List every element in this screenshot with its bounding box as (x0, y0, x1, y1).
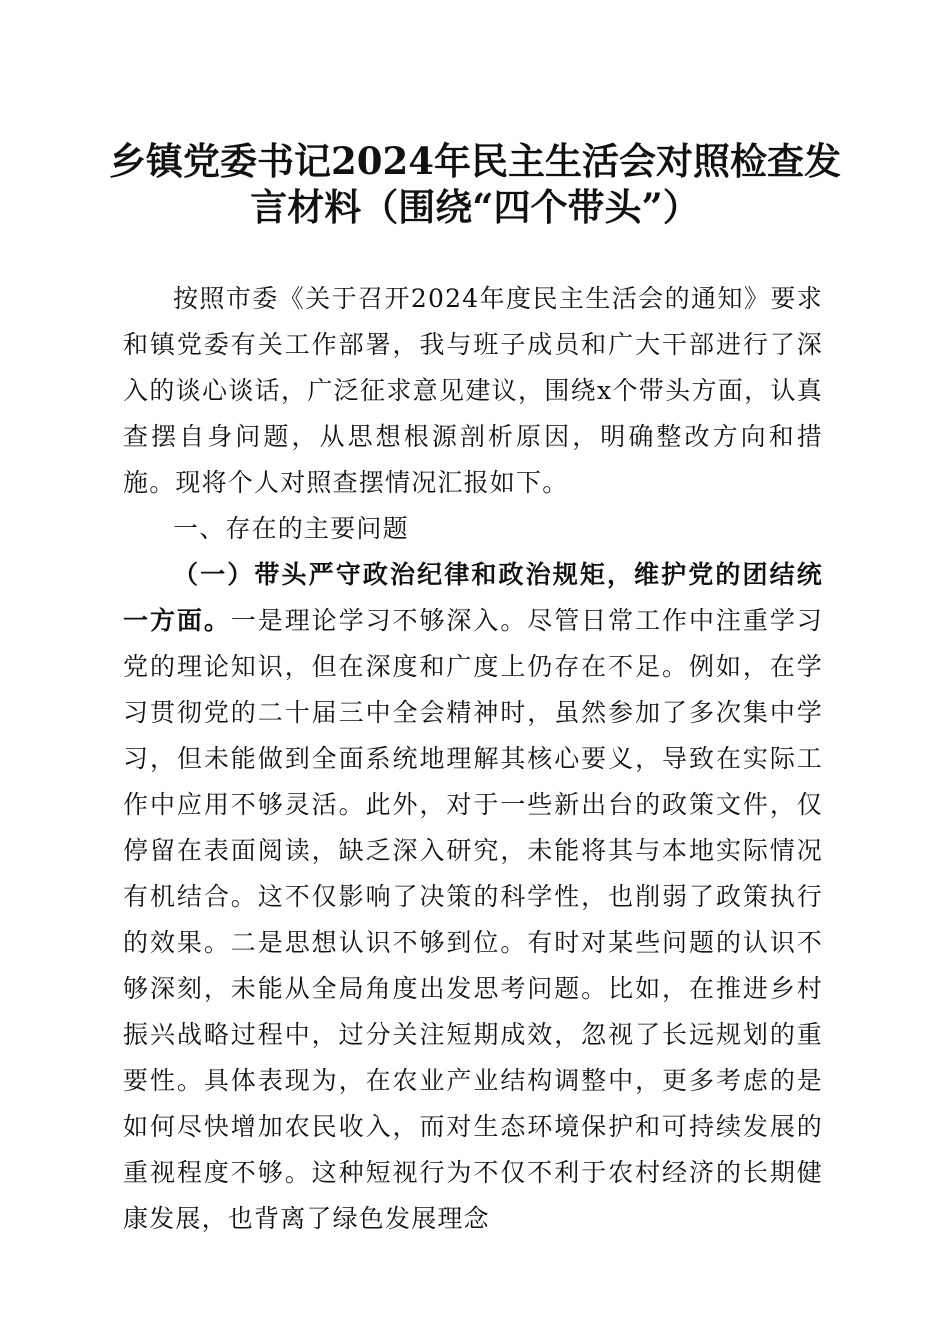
section-heading-problems: 一、存在的主要问题 (173, 514, 409, 543)
document-body (123, 276, 823, 1242)
subsection-title: （一）带头严守政治纪律和政治规矩，维护党的团结统一方面。 (123, 560, 823, 635)
intro-paragraph: 按照市委《关于召开2024年度民主生活会的通知》要求和镇党委有关工作部署，我与班子成员和广大干部进行了深入的谈心谈话，广泛征求意见建议，围绕x个带头方面，认真查摆自身问题，从思想根源剖析原因，明确整改方向和措施。现将个人对照查摆情况汇报如下。 (123, 284, 823, 497)
document-title-line-2: 言材料（围绕“四个带头”） (250, 185, 700, 229)
document-title-line-1: 乡镇党委书记2024年民主生活会对照检查发 (109, 139, 841, 183)
subsection-text: 一是理论学习不够深入。尽管日常工作中注重学习党的理论知识，但在深度和广度上仍存在不足。例如，在学习贯彻党的二十届三中全会精神时，虽然参加了多次集中学习，但未能做到全面系统地理解其核心要义，导致在实际工作中应用不够灵活。此外，对于一些新出台的政策文件，仅停留在表面阅读，缺乏深入研究，未能将其与本地实际情况有机结合。这不仅影响了决策的科学性，也削弱了政策执行的效果。二是思想认识不够到位。有时对某些问题的认识不够深刻，未能从全局角度出发思考问题。比如，在推进乡村振兴战略过程中，过分关注短期成效，忽视了长远规划的重要性。具体表现为，在农业产业结构调整中，更多考虑的是如何尽快增加农民收入，而对生态环境保护和可持续发展的重视程度不够。这种短视行为不仅不利于农村经济的长期健康发展，也背离了绿色发展理念 (123, 606, 823, 1233)
subsection-paragraph (123, 552, 823, 1242)
